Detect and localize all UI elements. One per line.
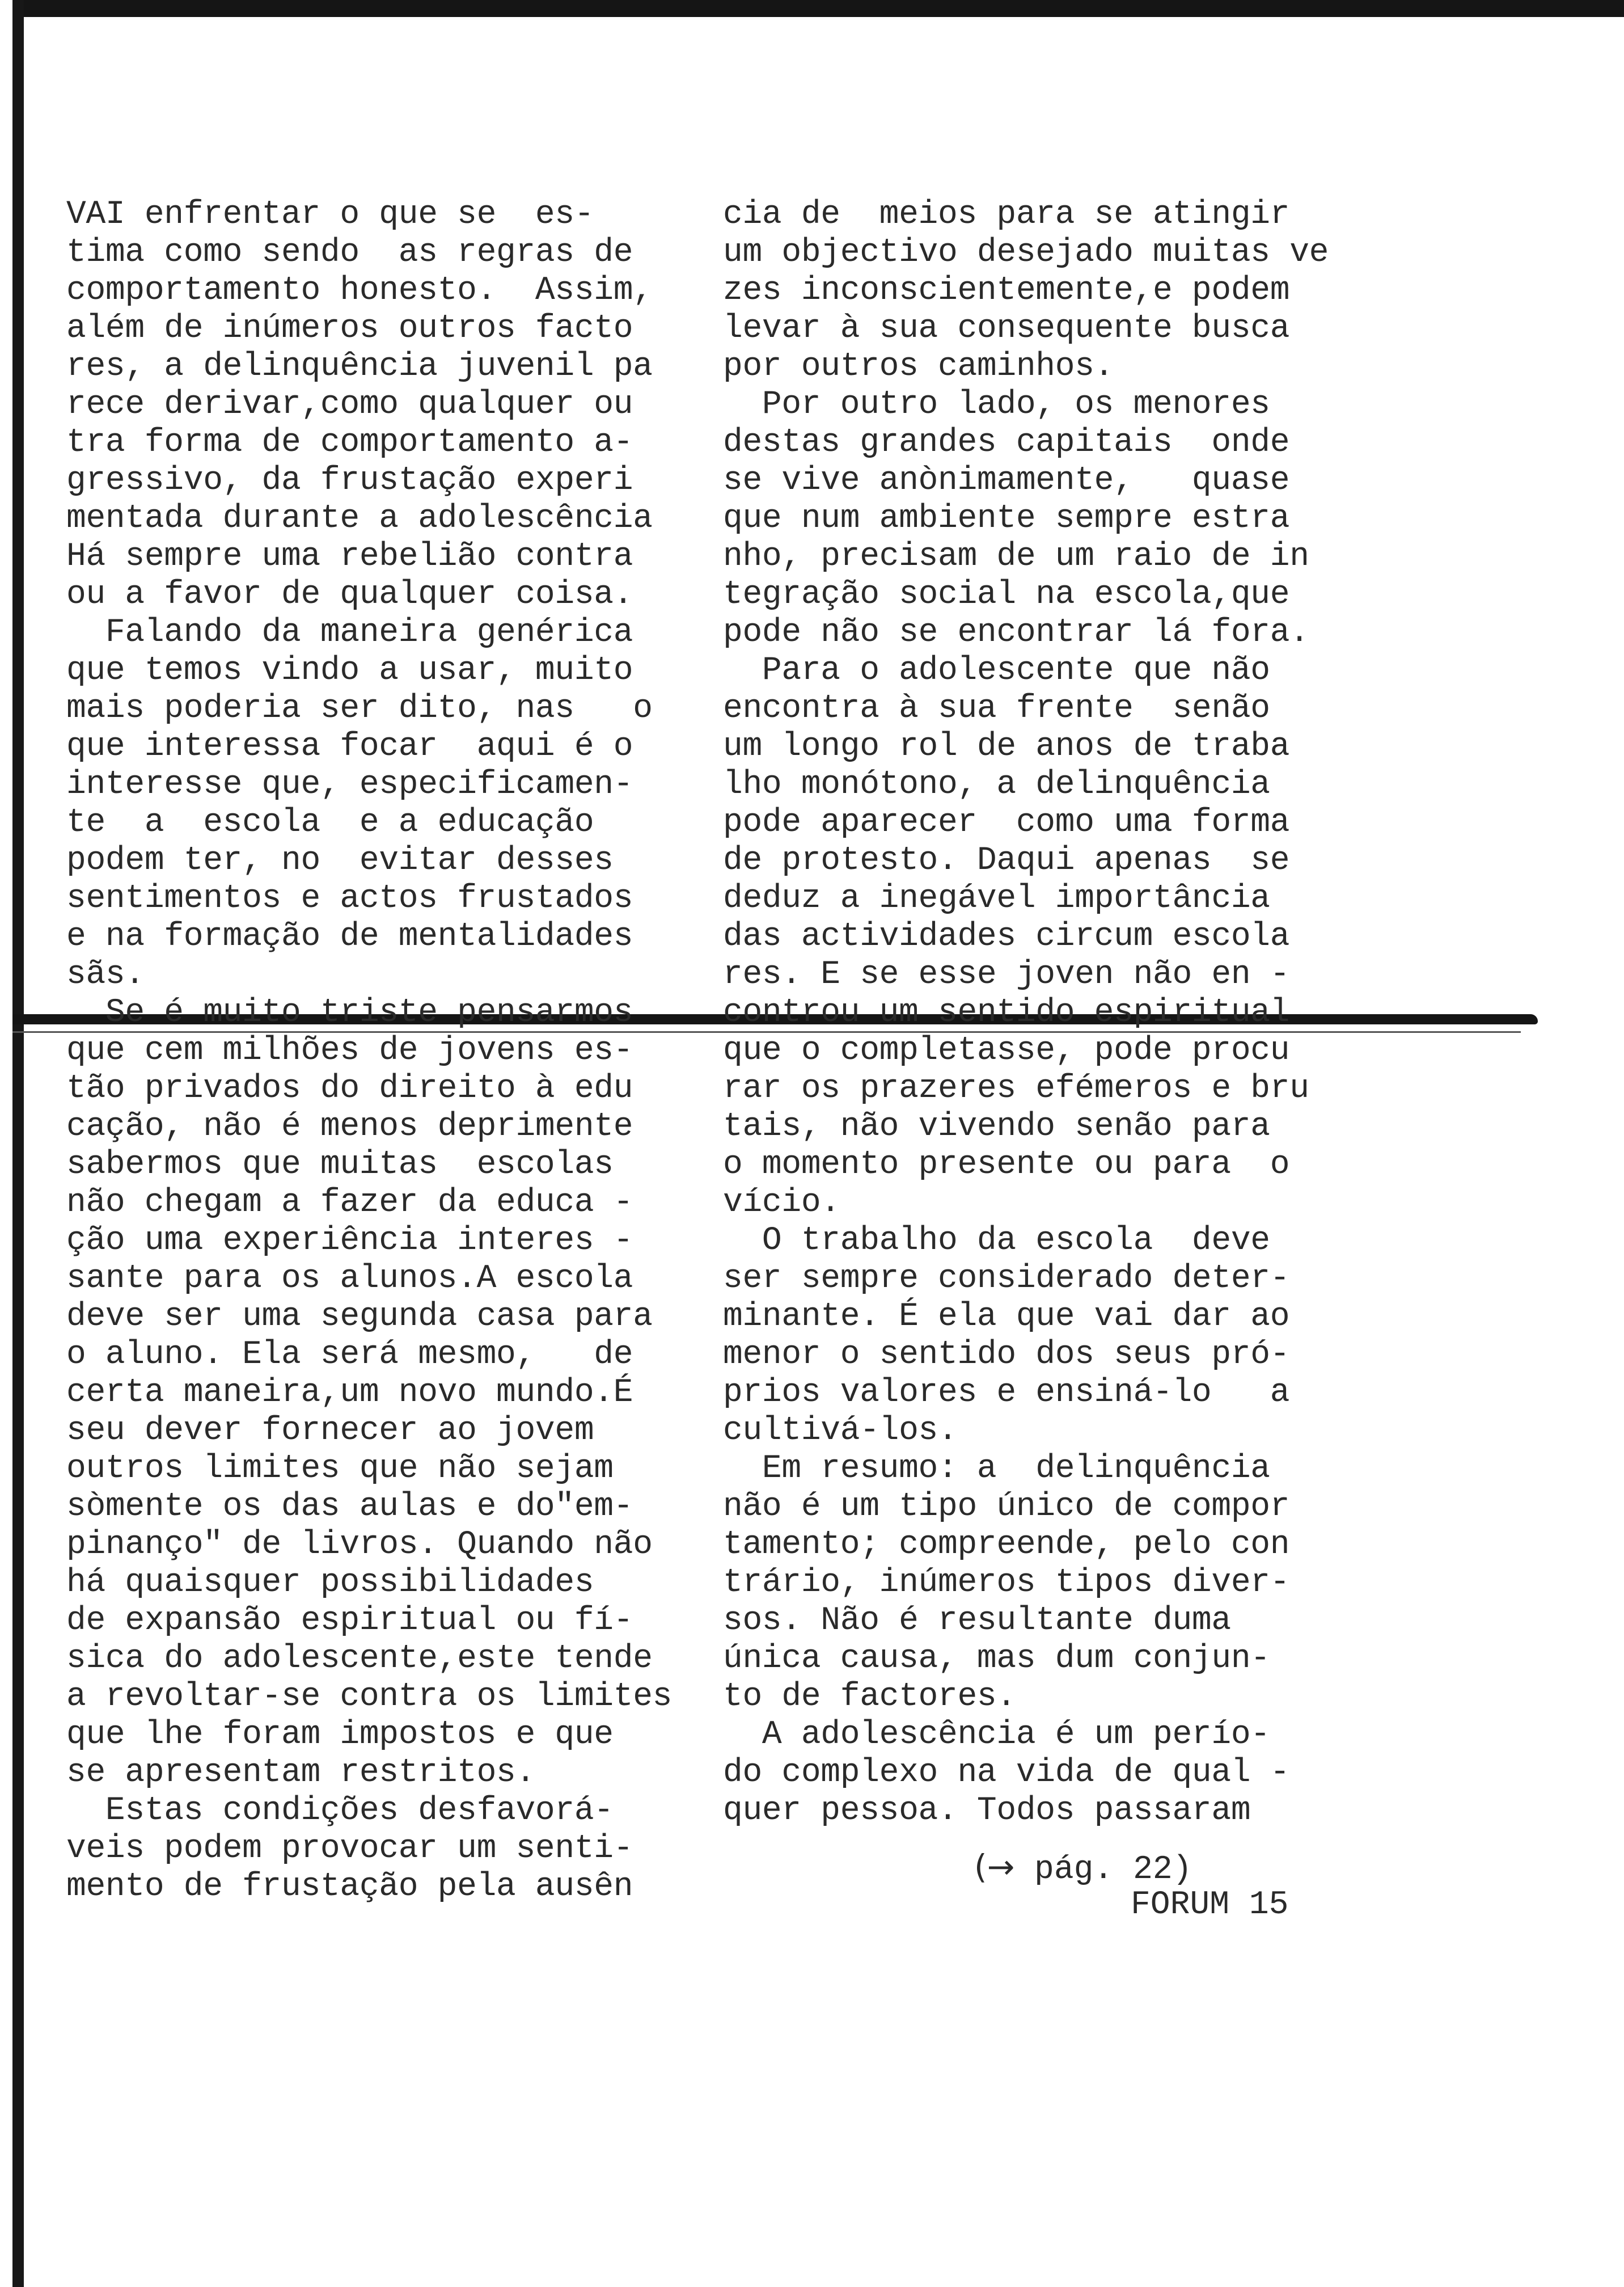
text-line: sos. Não é resultante duma <box>723 1602 1231 1639</box>
text-line: sica do adolescente,este tende <box>66 1640 653 1677</box>
text-column-left <box>66 196 673 1906</box>
text-line: Em resumo: a delinquência <box>723 1450 1270 1487</box>
text-line: a revoltar-se contra os limites <box>66 1678 673 1715</box>
text-line: mais poderia ser dito, nas o <box>66 690 653 727</box>
text-line: te a escola e a educação <box>66 804 594 841</box>
text-line: interesse que, especificamen- <box>66 766 633 803</box>
text-line: tima como sendo as regras de <box>66 234 633 271</box>
text-line: de expansão espiritual ou fí- <box>66 1602 633 1639</box>
text-line: destas grandes capitais onde <box>723 424 1290 461</box>
text-line: pode não se encontrar lá fora. <box>723 614 1309 651</box>
text-line: res, a delinquência juvenil pa <box>66 348 653 385</box>
text-line: mentada durante a adolescência <box>66 500 653 537</box>
text-line: menor o sentido dos seus pró- <box>723 1336 1290 1373</box>
text-line: nho, precisam de um raio de in <box>723 538 1309 575</box>
text-line: cia de meios para se atingir <box>723 196 1290 233</box>
text-line: pinanço" de livros. Quando não <box>66 1526 653 1563</box>
text-line: cultivá-los. <box>723 1412 958 1449</box>
text-line: cação, não é menos deprimente <box>66 1108 633 1145</box>
continuation-arrow: (→ <box>974 1847 1015 1886</box>
text-line: certa maneira,um novo mundo.É <box>66 1374 633 1411</box>
text-line: res. E se esse joven não en - <box>723 956 1290 993</box>
text-column-right <box>723 196 1329 1830</box>
text-line: de protesto. Daqui apenas se <box>723 842 1290 879</box>
text-line: comportamento honesto. Assim, <box>66 272 653 309</box>
text-line: veis podem provocar um senti- <box>66 1830 633 1867</box>
text-line: que lhe foram impostos e que <box>66 1716 614 1753</box>
text-line: se vive anònimamente, quase <box>723 462 1290 499</box>
text-line: das actividades circum escola <box>723 918 1290 955</box>
text-line: não é um tipo único de compor <box>723 1488 1290 1525</box>
text-line: Estas condições desfavorá- <box>66 1792 614 1829</box>
text-line: e na formação de mentalidades <box>66 918 633 955</box>
text-line: vício. <box>723 1184 840 1221</box>
text-line: um longo rol de anos de traba <box>723 728 1290 765</box>
text-line: não chegam a fazer da educa - <box>66 1184 633 1221</box>
text-line: outros limites que não sejam <box>66 1450 614 1487</box>
text-line: seu dever fornecer ao jovem <box>66 1412 594 1449</box>
text-line: que interessa focar aqui é o <box>66 728 633 765</box>
text-line: Falando da maneira genérica <box>66 614 633 651</box>
text-line: sãs. <box>66 956 145 993</box>
text-line: controu um sentido espiritual <box>723 994 1290 1031</box>
text-line: um objectivo desejado muitas ve <box>723 234 1329 271</box>
text-line: quer pessoa. Todos passaram <box>723 1792 1251 1829</box>
text-line: lho monótono, a delinquência <box>723 766 1270 803</box>
text-line: podem ter, no evitar desses <box>66 842 614 879</box>
text-line: que num ambiente sempre estra <box>723 500 1290 537</box>
text-line: tra forma de comportamento a- <box>66 424 633 461</box>
text-line: sabermos que muitas escolas <box>66 1146 614 1183</box>
page-footer-publication: FORUM 15 <box>1131 1887 1289 1923</box>
text-line: sentimentos e actos frustados <box>66 880 633 917</box>
text-line: mento de frustação pela ausên <box>66 1868 633 1905</box>
text-line: deduz a inegável importância <box>723 880 1270 917</box>
text-line: além de inúmeros outros facto <box>66 310 633 347</box>
text-line: O trabalho da escola deve <box>723 1222 1270 1259</box>
text-line: ser sempre considerado deter- <box>723 1260 1290 1297</box>
text-line: que temos vindo a usar, muito <box>66 652 633 689</box>
text-line: levar à sua consequente busca <box>723 310 1290 347</box>
text-line: VAI enfrentar o que se es- <box>66 196 594 233</box>
text-line: A adolescência é um perío- <box>723 1716 1270 1753</box>
text-line: Por outro lado, os menores <box>723 386 1270 423</box>
text-line: rece derivar,como qualquer ou <box>66 386 633 423</box>
text-line: única causa, mas dum conjun- <box>723 1640 1270 1677</box>
text-line: rar os prazeres efémeros e bru <box>723 1070 1309 1107</box>
text-line: Para o adolescente que não <box>723 652 1270 689</box>
text-line: zes inconscientemente,e podem <box>723 272 1290 309</box>
page-continuation-reference <box>974 1848 1192 1889</box>
text-line: que o completasse, pode procu <box>723 1032 1290 1069</box>
text-line: prios valores e ensiná-lo a <box>723 1374 1290 1411</box>
text-line: há quaisquer possibilidades <box>66 1564 594 1601</box>
continuation-page: pág. 22) <box>1034 1851 1192 1888</box>
text-line: sòmente os das aulas e do"em- <box>66 1488 633 1525</box>
text-line: se apresentam restritos. <box>66 1754 535 1791</box>
text-line: minante. É ela que vai dar ao <box>723 1298 1290 1335</box>
text-line: encontra à sua frente senão <box>723 690 1270 727</box>
page-border-left <box>12 0 24 2287</box>
text-line: trário, inúmeros tipos diver- <box>723 1564 1290 1601</box>
text-line: deve ser uma segunda casa para <box>66 1298 653 1335</box>
text-line: do complexo na vida de qual - <box>723 1754 1290 1791</box>
text-line: o momento presente ou para o <box>723 1146 1290 1183</box>
text-line: gressivo, da frustação experi <box>66 462 633 499</box>
text-line: o aluno. Ela será mesmo, de <box>66 1336 633 1373</box>
text-line: ção uma experiência interes - <box>66 1222 633 1259</box>
text-line: to de factores. <box>723 1678 1016 1715</box>
text-line: sante para os alunos.A escola <box>66 1260 633 1297</box>
text-line: que cem milhões de jovens es- <box>66 1032 633 1069</box>
text-line: tão privados do direito à edu <box>66 1070 633 1107</box>
page-border-top <box>12 0 1624 17</box>
text-line: por outros caminhos. <box>723 348 1114 385</box>
text-line: pode aparecer como uma forma <box>723 804 1290 841</box>
text-line: tais, não vivendo senão para <box>723 1108 1270 1145</box>
text-line: Há sempre uma rebelião contra <box>66 538 633 575</box>
text-line: tegração social na escola,que <box>723 576 1290 613</box>
text-line: tamento; compreende, pelo con <box>723 1526 1290 1563</box>
text-line: ou a favor de qualquer coisa. <box>66 576 633 613</box>
text-line: Se é muito triste pensarmos <box>66 994 633 1031</box>
